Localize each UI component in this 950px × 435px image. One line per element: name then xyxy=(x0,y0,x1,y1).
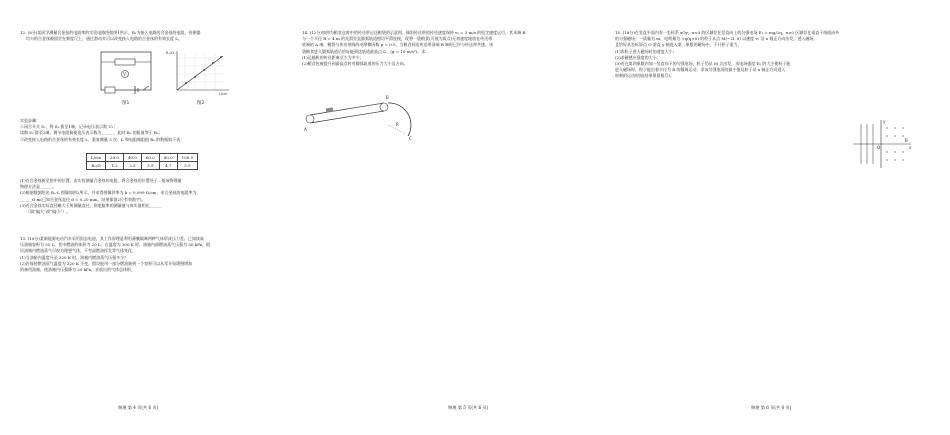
q14-line-5: (1)运输机的传送距离至少为多少； xyxy=(302,54,364,60)
table-cell: 3.5 xyxy=(141,162,159,170)
q15-line-1: 15. (18分)在竖直平面内有一坐标系 xOy，x<0 的区域存在竖直向上的匀强电场 E₁ = mg/2q，x>0 区域存在垂直于纸面向外 xyxy=(615,30,840,35)
fit-line xyxy=(177,56,223,90)
label-b: B xyxy=(905,138,908,143)
table-cell: 2.3 xyxy=(123,162,141,170)
q12-sub-3: (3)若合金丝实际直径略大于所测量直径，则电阻率的测量值与真实值相比______ xyxy=(20,202,162,208)
circular-track xyxy=(388,103,411,136)
circuit-figure-1 xyxy=(95,46,157,108)
roller-a xyxy=(306,115,314,123)
q13-line-2: 压油箱容积为 50 L，其中燃油的体积为 20 L，在温度为 300 K 时，油箱内部燃油蒸气压强为 30 kPa，假 xyxy=(20,242,210,248)
q12-sub-1b: 物理方法是______。 xyxy=(20,184,56,190)
fig2-caption: 图2 xyxy=(197,101,205,106)
q13-line-5: (2)若保持燃油蒸气温度为 320 K 不变，假设能用一部分燃油抽到一个容积可以从零开始缓慢增加 xyxy=(20,260,193,266)
table-cell: 80.0 xyxy=(159,154,177,162)
label-c: C xyxy=(409,136,412,141)
field-figure xyxy=(849,118,913,170)
page-footer: 物理 第 4 页(共 6 页) xyxy=(118,405,159,410)
q15-line-7: 进入磁场时，粒子能沿着半径为 R 的圆周运动，求该匀强电场的最小值及粒子从 x 轴正方向进入 xyxy=(615,67,786,73)
q14-line-6: (2)粮食包被提升到最高点时对圆弧轨道的压力大小及方向。 xyxy=(302,61,408,67)
table-cell: 5.9 xyxy=(177,162,197,170)
step-3: ③改变接入电路的合金丝的有效长度 L，重复测量 5 次，L 和电阻箱阻值 R₀ 的数据如下表： xyxy=(20,136,185,142)
q13-line-1: 13. (10分)某新能源电动汽车采用固态电池，其工作原理是利用薄膜隔离两种气体形成压力差。已知该高 xyxy=(20,236,204,241)
label-x: x xyxy=(909,145,912,150)
table-row xyxy=(87,162,198,170)
q13-line-3: 设油箱内燃油蒸气可视为理想气体，不考虑燃油挥发等气体变化。 xyxy=(20,248,136,254)
q13-line-6: 的备用油箱，使油箱内压强降为 20 kPa，求放出的气体总体积。 xyxy=(20,267,135,273)
label-r: R xyxy=(396,122,399,127)
q12-sub-2b: ______Ω·m(已知合金丝直径 d = 0.20 mm，结果保留2位有效数字)。 xyxy=(20,196,146,202)
steps-title: 实验步骤： xyxy=(20,118,40,123)
question-15 xyxy=(615,30,915,80)
q12-sub-1: (1)在合金丝拨至图中的位置，由实验测量合金丝的电阻，将合金丝的位置处于...使该物理量 xyxy=(20,178,182,183)
row-header: R₀/Ω xyxy=(87,162,106,170)
svg-text:V: V xyxy=(123,71,127,77)
label-o: O xyxy=(877,145,881,150)
page-footer: 物理 第 6 页(共 6 页) xyxy=(751,405,792,410)
rx-l-graph-figure-2 xyxy=(165,48,237,108)
graph-x-label: L/cm xyxy=(219,92,228,96)
switch-icon xyxy=(143,86,149,90)
q14-line-1: 14. (12分)如图为粮食仓库中的传送带运送粮袋的示意图，倾斜传送带的传送速度保持 v₀ = 3 m/s 的恒定速度运行，其末端 B xyxy=(302,30,526,35)
q14-line-4: 袋粮食进入圆弧轨道后恰好能到达轨道最高点 C。(g = 10 m/s²)。求： xyxy=(302,48,430,54)
q12-sub-2: (2)根据数据绘出 Rₓ-L 图像如图2所示，并求得图像斜率为 k = 0.099 Ω/cm，求合金丝的电阻率为 xyxy=(20,190,197,196)
label-a: A xyxy=(304,127,307,132)
page-5 xyxy=(302,0,633,435)
q15-line-8: 时刻的运动时间(结果保留根号)。 xyxy=(615,73,675,79)
table-cell: 40.0 xyxy=(123,154,141,162)
q12-line-1: 12. (8分)某同学测量合金丝的电阻率的实验电路图如图1所示，R₁为接入电路的合金丝的电阻，待测器 xyxy=(20,30,201,35)
conveyor-figure xyxy=(298,82,418,144)
step-1: ①闭合开关 S₁，将 S₂ 拨至1端，记录电压表示数 U₁； xyxy=(20,124,118,130)
q12-line-2: 均匀的合金丝被固定在刻度尺上，通过滑动夹可以改变接入电路的合金丝的有效长度 L。 xyxy=(26,36,182,42)
table-cell: 20.0 xyxy=(106,154,124,162)
page-footer: 物理 第 5 页(共 6 页) xyxy=(448,405,489,410)
page-6 xyxy=(615,0,950,435)
q12-questions xyxy=(20,178,310,215)
question-13 xyxy=(20,236,310,273)
q15-line-6: (3)若在第四象限内加一竖直向下的匀强电场，粒子仍从 M 点出发，求电场强度 E₂ 的大小使粒子能 xyxy=(615,61,791,67)
question-12-stem xyxy=(20,30,310,42)
question-14 xyxy=(302,30,602,67)
q15-line-3: 且恰好从坐标原点 O 垂直 y 轴进入第一象限的磁场中，不计粒子重力。 xyxy=(615,42,742,48)
page-4 xyxy=(0,0,316,435)
q14-line-3: 底端的 A 端，粮袋与传送带间的动摩擦因数 μ = 0.5，当粮食到达传送带顶端 B 端时已经与传送带共速，该 xyxy=(302,42,494,48)
table-cell: 1.2 xyxy=(106,162,124,170)
belt-top xyxy=(310,103,384,115)
belt-bottom xyxy=(310,111,384,123)
resistor-rx xyxy=(115,59,135,65)
q15-line-4: (1)求粒子进入磁场时的速度大小； xyxy=(615,48,677,54)
q12-steps xyxy=(20,118,310,143)
step-2: 读数 S₂ 拨至2端，调节电阻箱使电压表示数为______，此时 R₀ 的阻值等于 Rₓ； xyxy=(20,130,163,136)
label-b: B xyxy=(386,95,389,100)
table-row xyxy=(87,154,198,162)
label-y: y xyxy=(883,119,886,124)
data-table xyxy=(86,153,198,170)
q14-line-2: 与一个半径 R = 4 m 的光滑竖直圆弧轨道相切平滑连接，现将一袋粮食(可视为质点)无初速度地放在传送带 xyxy=(302,36,493,42)
q12-sub-3b: （填“偏大”或“偏小”）。 xyxy=(26,209,71,215)
roller-b xyxy=(380,103,388,111)
graph-y-label: Rₓ/Ω xyxy=(166,51,174,55)
table-cell: 100.0 xyxy=(177,154,197,162)
resistor-r0 xyxy=(105,87,115,93)
table-cell: 4.7 xyxy=(159,162,177,170)
q13-line-4: (1)当油箱内温度升至 320 K 时，油箱内燃油蒸气压强多少？ xyxy=(20,254,129,260)
q15-line-2: 的匀强磁场。一质量为 m、电荷量为 +q(q>0) 的粒子从点 M(−2l, 0) 以速度 v₀ 沿 x 轴正方向出发，进入磁场， xyxy=(615,36,818,42)
row-header: L/cm xyxy=(87,154,106,162)
fig1-caption: 图1 xyxy=(122,101,130,106)
table-cell: 60.0 xyxy=(141,154,159,162)
q15-line-5: (2)求磁感应强度的大小； xyxy=(615,54,661,60)
